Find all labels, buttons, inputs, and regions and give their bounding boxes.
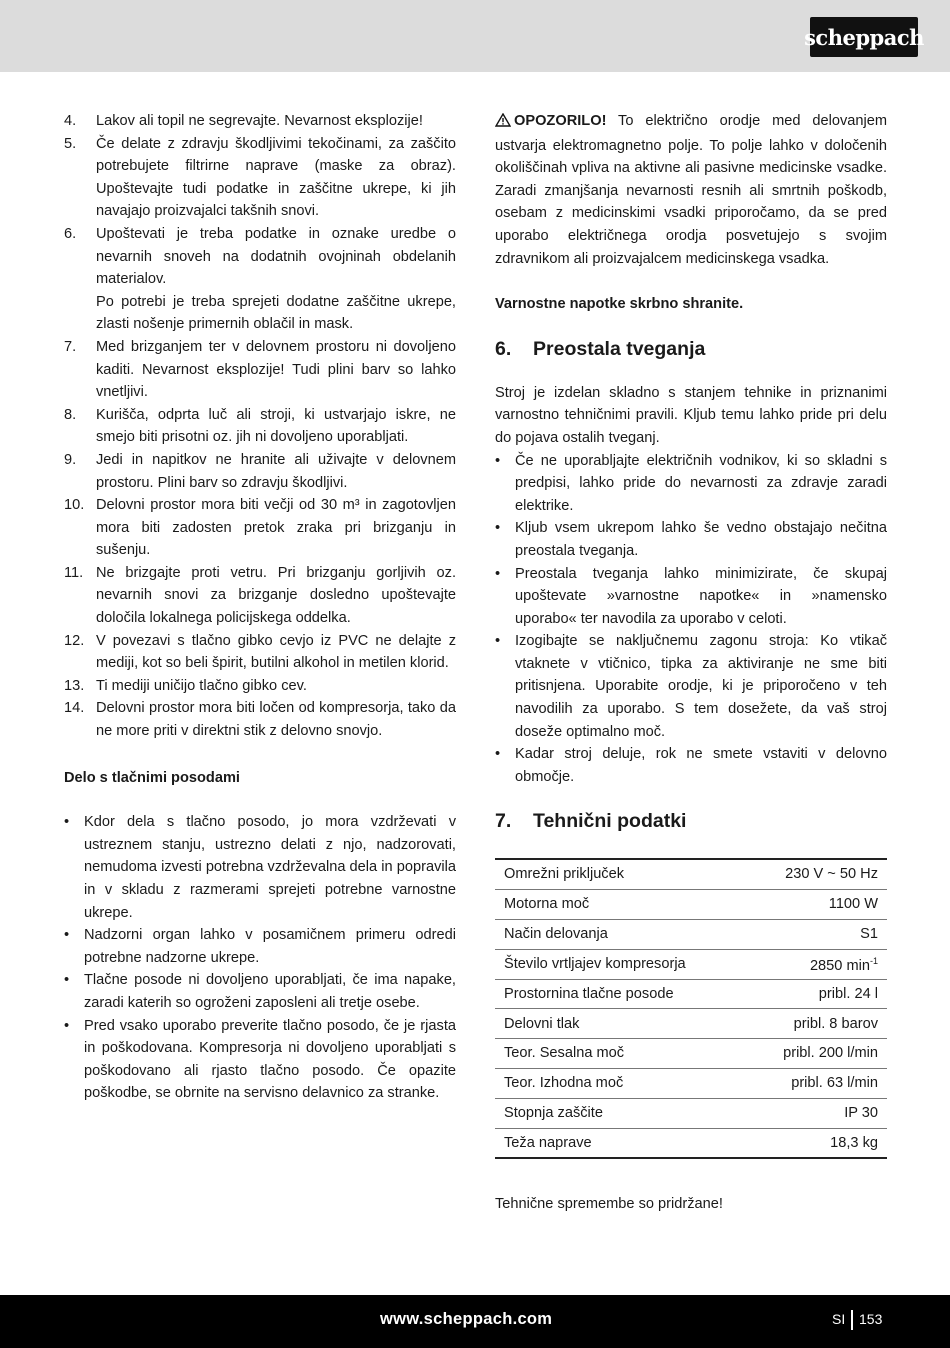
- table-row: [495, 979, 887, 1009]
- list-item: 6. Upoštevati je treba podatke in oznake uredbe o nevarnih snoveh na dodatnih ovojninah obdelanih materialov. Po potrebi je treba sprejeti dodatne zaščitne ukrepe, zlasti nošenje primernih oblačil in mask.: [64, 225, 456, 333]
- footer-language-code: SI: [832, 1311, 846, 1327]
- section-6-heading: 6. Preostala tveganja: [495, 337, 706, 360]
- spec-label: Prostornina tlačne posode: [495, 979, 745, 1009]
- warning-triangle-icon: [495, 112, 511, 135]
- section-7-heading: 7. Tehnični podatki: [495, 810, 687, 833]
- exponent: -1: [869, 956, 878, 967]
- table-row: [495, 859, 887, 889]
- list-item: • Preostala tveganja lahko minimizirate, če skupaj upoštevate »varnostne napotke« in »namensko uporabo« ter navodila za uporabo v celoti.: [495, 563, 887, 631]
- list-item: • Pred vsako uporabo preverite tlačno posodo, če je rjasta in poškodovana. Kompresorja ni dovoljeno uporabljati s poškodovano ali rjasto tlačno posodo. Če opazite poškodbe, se obrnite na servisno delavnico za stranke.: [64, 1015, 456, 1105]
- table-row: [495, 1099, 887, 1129]
- keep-instructions-notice: Varnostne napotke skrbno shranite.: [495, 296, 744, 313]
- spec-value: 1100 W: [745, 889, 887, 919]
- list-item: 9. Jedi in napitkov ne hranite ali uživajte v delovnem prostoru. Plini barv so zdravju škodljivi.: [64, 451, 456, 491]
- table-row: [495, 889, 887, 919]
- list-item: 12. V povezavi s tlačno gibko cevjo iz PVC ne delajte z mediji, kot so beli špirit, butilni alkohol in metilen klorid.: [64, 632, 456, 672]
- spec-label: Delovni tlak: [495, 1009, 745, 1039]
- section-6-intro: Stroj je izdelan skladno s stanjem tehnike in priznanimi varnostno tehničnimi pravili. Kljub temu lahko pride pri delu do pojava ostalih tveganj.: [495, 384, 887, 446]
- list-item: • Kdor dela s tlačno posodo, jo mora vzdrževati v ustreznem stanju, ustrezno delati z njo, nadzorovati, nemudoma izvesti potrebna vzdrževalna dela in popravila in v skladu z razmerami sprejeti potrebne varnostne ukrepe.: [64, 811, 456, 924]
- footer-divider: [851, 1310, 853, 1330]
- spec-label: Stopnja zaščite: [495, 1099, 745, 1129]
- spec-label: Teža naprave: [504, 1134, 592, 1151]
- scheppach-logo: scheppach: [810, 17, 918, 57]
- spec-value: pribl. 63 l/min: [745, 1069, 887, 1099]
- spec-label: Teor. Izhodna moč: [495, 1069, 745, 1099]
- table-row: [495, 1039, 887, 1069]
- residual-risks-list: [495, 450, 887, 789]
- spec-label: Število vrtljajev kompresorja: [495, 949, 745, 979]
- spec-value: pribl. 8 barov: [745, 1009, 887, 1039]
- pressure-vessel-heading: Delo s tlačnimi posodami: [64, 769, 240, 786]
- list-item: 5. Če delate z zdravju škodljivimi tekočinami, za zaščito potrebujete filtrirne naprave (maske za obraz). Upoštevajte tudi podatke in zaščitne ukrepe, ki jih navajajo proizvajalci takšnih snovi.: [64, 135, 456, 220]
- list-item: 4. Lakov ali topil ne segrevajte. Nevarnost eksplozije!: [64, 113, 423, 129]
- spec-label: Način delovanja: [495, 919, 745, 949]
- spec-value: 230 V ~ 50 Hz: [745, 859, 887, 889]
- warning-text: To električno orodje med delovanjem ustvarja elektromagnetno polje. To polje lahko v določenih okoliščinah vpliva na aktivne ali pasivne medicinske vsadke. Zaradi zmanjšanja nevarnosti resnih ali smrtnih poškodb, osebam z medicinskimi vsadki priporočamo, da se pred uporabo električnega orodja posvetujejo s svojim zdravnikom ali proizvajalcem medicinskega vsadka.: [495, 113, 887, 267]
- list-item: 7. Med brizganjem ter v delovnem prostoru ni dovoljeno kaditi. Nevarnost eksplozije! Tudi plini barv so lahko vnetljivi.: [64, 338, 456, 401]
- spec-label: Teor. Sesalna moč: [495, 1039, 745, 1069]
- table-row: [495, 1069, 887, 1099]
- spec-value: 2850 $\min^{-1}$: [745, 949, 887, 979]
- spec-value: pribl. 200 l/min: [745, 1039, 887, 1069]
- technical-data-table: [495, 858, 887, 1159]
- spec-value: pribl. 24 l: [745, 979, 887, 1009]
- left-column: [64, 110, 456, 1105]
- pressure-vessel-list: [64, 811, 456, 1105]
- table-row: [495, 919, 887, 949]
- warning-label: OPOZORILO!: [514, 113, 607, 129]
- list-item: 14. Delovni prostor mora biti ločen od kompresorja, tako da ne more priti v direktni stik z delovno snovjo.: [64, 700, 456, 740]
- footer-website-link[interactable]: www.scheppach.com: [380, 1310, 553, 1328]
- safety-instructions-list: [64, 110, 456, 743]
- table-row: [495, 1128, 887, 1158]
- list-item: • Tlačne posode ni dovoljeno uporabljati, če ima napake, zaradi katerih so ogroženi zaposleni ali tretje osebe.: [64, 969, 456, 1014]
- list-item: • Nadzorni organ lahko v posamičnem primeru odredi potrebne nadzorne ukrepe.: [64, 924, 456, 969]
- table-row: [495, 949, 887, 979]
- spec-label: Omrežni priključek: [495, 859, 745, 889]
- right-column: [495, 110, 887, 1216]
- spec-value: IP 30: [745, 1099, 887, 1129]
- table-row: [495, 1009, 887, 1039]
- spec-label: Motorna moč: [495, 889, 745, 919]
- list-item: • Kadar stroj deluje, rok ne smete vstaviti v delovno območje.: [495, 743, 887, 788]
- spec-value: 18,3 kg: [830, 1134, 878, 1151]
- warning-paragraph: [495, 110, 887, 270]
- list-item: 8. Kurišča, odprta luč ali stroji, ki ustvarjajo iskre, ne smejo biti prisotni oz. jih ni dovoljeno uporabljati.: [64, 406, 456, 446]
- page-number: 153: [859, 1311, 883, 1327]
- list-item: 11. Ne brizgajte proti vetru. Pri brizganju gorljivih oz. nevarnih snovi za brizganje dosledno upoštevajte določila lokalnega policijskega oddelka.: [64, 564, 456, 627]
- list-item: • Kljub vsem ukrepom lahko še vedno obstajajo nečitna preostala tveganja.: [495, 517, 887, 562]
- list-item: • Če ne uporabljajte električnih vodnikov, ki so skladni s predpisi, lahko pride do nevarnosti za zdravje zaradi elektrike.: [495, 450, 887, 518]
- technical-changes-note: Tehnične spremembe so pridržane!: [495, 1196, 723, 1213]
- list-item: • Izogibajte se naključnemu zagonu stroja: Ko vtikač vtaknete v vtičnico, tipka za aktiviranje ne sme biti pritisnjena. Uporabite orodje, ki je priporočeno v teh navodilih za uporabo. S tem dosežete, da vaš stroj doseže optimalno moč.: [495, 630, 887, 743]
- footer-band: [0, 1295, 950, 1348]
- spec-value: S1: [745, 919, 887, 949]
- list-item: 13. Ti mediji uničijo tlačno gibko cev.: [64, 677, 307, 694]
- list-item: 10. Delovni prostor mora biti večji od 30 m³ in zagotovljen mora biti zadosten pretok zraka pri brizganju in sušenju.: [64, 497, 456, 559]
